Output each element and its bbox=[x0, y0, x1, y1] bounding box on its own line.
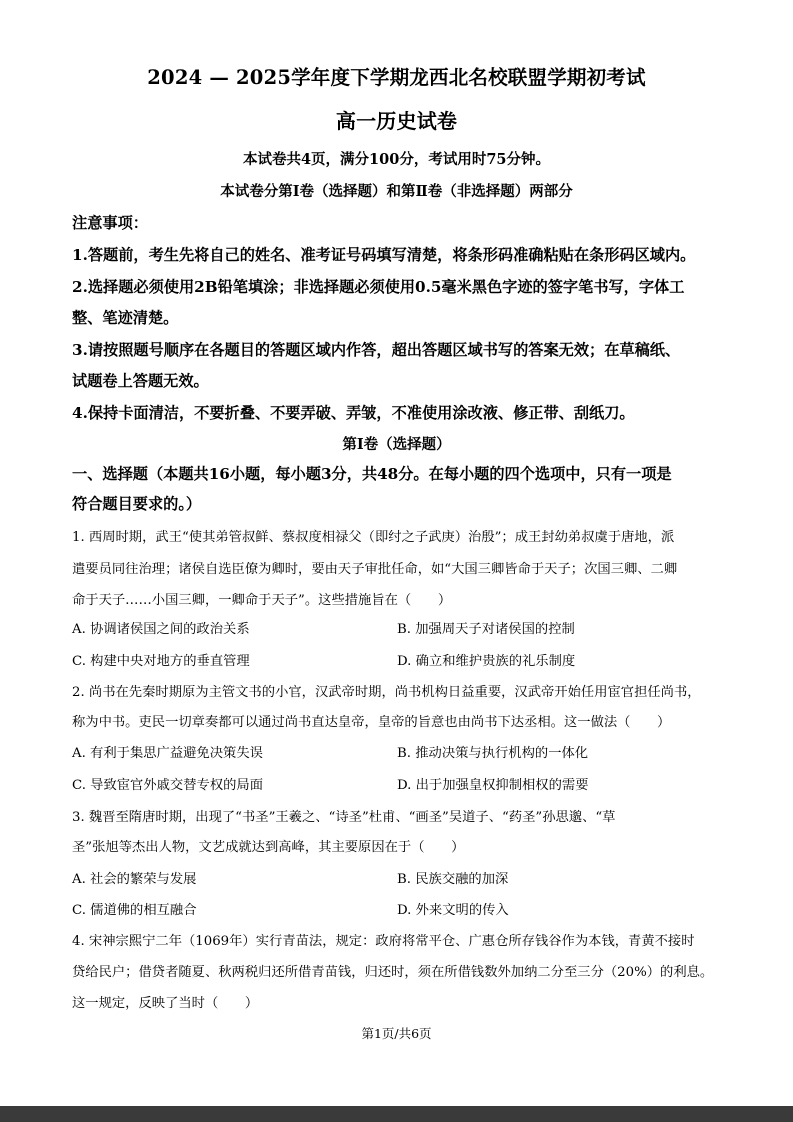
question-1-option-a: A. 协调诸侯国之间的政治关系 bbox=[72, 622, 250, 637]
exam-title: 2024 — 2025学年度下学期龙西北名校联盟学期初考试 bbox=[147, 66, 646, 89]
notice-item-2-cont: 整、笔迹清楚。 bbox=[72, 309, 179, 327]
question-2-stem-cont: 称为中书。吏民一切章奏都可以通过尚书直达皇帝，皇帝的旨意也由尚书下达丞相。这一做法（ ） bbox=[72, 715, 671, 730]
question-3-stem-cont: 圣”张旭等杰出人物，文艺成就达到高峰，其主要原因在于（ ） bbox=[72, 840, 465, 855]
question-2-option-d: D. 出于加强皇权抑制相权的需要 bbox=[397, 778, 589, 793]
question-3-option-b: B. 民族交融的加深 bbox=[397, 872, 509, 887]
notice-heading: 注意事项： bbox=[72, 214, 148, 232]
question-2-option-a: A. 有利于集思广益避免决策失误 bbox=[72, 746, 263, 761]
section-instruction: 一、选择题（本题共16小题，每小题3分，共48分。在每小题的四个选项中，只有一项是 bbox=[72, 465, 672, 483]
question-1-stem-cont: 遣要员同往治理；诸侯自选臣僚为卿时，要由天子审批任命，如“大国三卿皆命于天子；次国三卿、二卿 bbox=[72, 562, 678, 577]
notice-item-3: 3.请按照题号顺序在各题目的答题区域内作答，超出答题区域书写的答案无效；在草稿纸、 bbox=[72, 341, 681, 359]
question-1-option-c: C. 构建中央对地方的垂直管理 bbox=[72, 654, 250, 669]
question-4-stem-end: 这一规定，反映了当时（ ） bbox=[72, 996, 259, 1011]
question-3-option-d: D. 外来文明的传入 bbox=[397, 903, 509, 918]
section-instruction-cont: 符合题目要求的。） bbox=[72, 495, 202, 513]
question-4-stem-cont: 贷给民户；借贷者随夏、秋两税归还所借青苗钱，归还时，须在所借钱数外加纳二分至三分（20%）的利息。 bbox=[72, 965, 714, 980]
question-2-option-b: B. 推动决策与执行机构的一体化 bbox=[397, 746, 589, 761]
notice-item-2: 2.选择题必须使用2B铅笔填涂；非选择题必须使用0.5毫米黑色字迹的签字笔书写，字体工 bbox=[72, 278, 685, 296]
question-2-stem: 2. 尚书在先秦时期原为主管文书的小官，汉武帝时期，尚书机构日益重要，汉武帝开始任用宦官担任尚书， bbox=[72, 685, 701, 700]
exam-structure-line: 本试卷分第Ⅰ卷（选择题）和第Ⅱ卷（非选择题）两部分 bbox=[220, 183, 573, 200]
question-1-option-d: D. 确立和维护贵族的礼乐制度 bbox=[397, 654, 576, 669]
question-4-stem: 4. 宋神宗熙宁二年（1069年）实行青苗法，规定：政府将常平仓、广惠仓所存钱谷作为本钱，青黄不接时 bbox=[72, 934, 695, 949]
viewer-bottom-bar bbox=[0, 1106, 793, 1122]
notice-item-3-cont: 试题卷上答题无效。 bbox=[72, 372, 209, 390]
notice-item-4: 4.保持卡面清洁，不要折叠、不要弄破、弄皱，不准使用涂改液、修正带、刮纸刀。 bbox=[72, 404, 635, 422]
notice-item-1: 1.答题前，考生先将自己的姓名、准考证号码填写清楚，将条形码准确粘贴在条形码区域内。 bbox=[72, 246, 696, 264]
page-number: 第1页/共6页 bbox=[361, 1026, 432, 1041]
exam-info-line: 本试卷共4页，满分100分，考试用时75分钟。 bbox=[242, 151, 551, 168]
exam-subtitle: 高一历史试卷 bbox=[335, 109, 458, 133]
question-1-option-b: B. 加强周天子对诸侯国的控制 bbox=[397, 622, 575, 637]
question-3-option-c: C. 儒道佛的相互融合 bbox=[72, 903, 197, 918]
question-1-stem: 1. 西周时期，武王“使其弟管叔鲜、蔡叔度相禄父（即纣之子武庚）治殷”；成王封幼弟叔虞于唐地，派 bbox=[72, 530, 675, 545]
question-1-stem-end: 命于天子……小国三卿，一卿命于天子”。这些措施旨在（ ） bbox=[72, 593, 452, 608]
question-2-option-c: C. 导致宦官外戚交替专权的局面 bbox=[72, 778, 264, 793]
part1-heading: 第Ⅰ卷（选择题） bbox=[342, 436, 451, 453]
question-3-option-a: A. 社会的繁荣与发展 bbox=[72, 872, 197, 887]
question-3-stem: 3. 魏晋至隋唐时期，出现了“书圣”王羲之、“诗圣”杜甫、“画圣”吴道子、“药圣”孙思邈、“草 bbox=[72, 810, 616, 825]
